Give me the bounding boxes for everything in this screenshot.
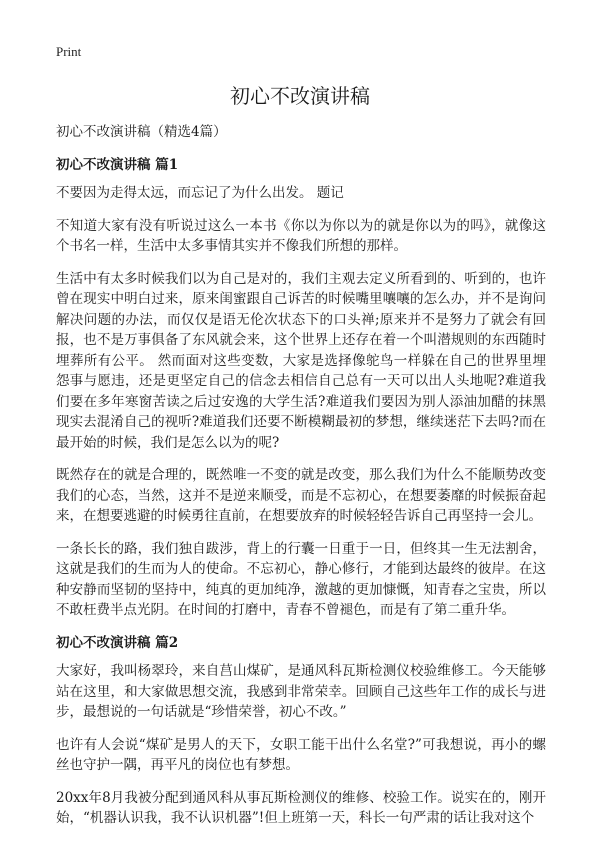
print-link[interactable]: Print — [56, 44, 82, 59]
paragraph: 大家好，我叫杨翠玲，来自莒山煤矿，是通风科瓦斯检测仪校验维修工。今天能够站在这里，和大家做思想交流，我感到非常荣幸。回顾自己这些年工作的成长与进步，最想说的一句话就是“珍惜荣誉，初心不改。” — [56, 663, 546, 720]
paragraph: 不知道大家有没有听说过这么一本书《你以为你以为的就是你以为的吗》，就像这个书名一样，生活中太多事情其实并不像我们所想的那样。 — [56, 217, 546, 254]
paragraph: 也许有人会说“煤矿是男人的天下，女职工能干出什么名堂?”可我想说，再小的螺丝也守护一隅，再平凡的岗位也有梦想。 — [56, 736, 546, 773]
paragraph: 20xx年8月我被分配到通风科从事瓦斯检测仪的维修、校验工作。说实在的，刚开始，“机器认识我，我不认识机器”!但上班第一天，科长一句严肃的话让我对这个 — [56, 789, 546, 826]
paragraph: 既然存在的就是合理的，既然唯一不变的就是改变，那么我们为什么不能顺势改变我们的心态，当然，这并不是逆来顺受，而是不忘初心，在想要萎靡的时候振奋起来，在想要逃避的时候勇往直前，在想要放弃的时候轻轻告诉自己再坚持一会儿。 — [56, 467, 546, 524]
paragraph: 生活中有太多时候我们以为自己是对的，我们主观去定义所看到的、听到的，也许曾在现实中明白过来，原来闺蜜跟自己诉苦的时候嘴里嚷嚷的怎么办，并不是询问解决问题的办法，而仅仅是语无伦次状态下的口头禅;原来并不是努力了就会有回报，也不是万事俱备了东风就会来，这个世界上还存在着一个叫潜规则的东西随时埋葬所有公平。 然而面对这些变数，大家是选择像鸵鸟一样躲在自己的世界里埋怨事与愿违，还是更坚定自己的信念去相信自己总有一天可以出人头地呢?难道我们要在多年寒窗苦读之后过安逸的大学生活?难道我们要因为别人添油加醋的抹黑现实去混淆自己的视听?难道我们还要不断模糊最初的梦想，继续迷茫下去吗?而在最开始的时候，我们是怎么以为的呢? — [56, 270, 546, 451]
section-heading-2: 初心不改演讲稿 篇2 — [56, 634, 179, 651]
document-subtitle: 初心不改演讲稿（精选4篇） — [56, 124, 227, 140]
paragraph: 不要因为走得太远，而忘记了为什么出发。 题记 — [56, 185, 344, 201]
document-body — [56, 122, 546, 841]
paragraph: 一条长长的路，我们独自跋涉，背上的行囊一日重于一日，但终其一生无法割舍，这就是我们的生而为人的使命。不忘初心，静心修行，才能到达最终的彼岸。在这种安静而坚韧的坚持中，纯真的更加纯净，激越的更加慷慨，知青春之宝贵，所以不敢枉费半点光阴。在时间的打磨中，青春不曾褪色，而是有了第二重升华。 — [56, 540, 546, 618]
section-heading-1: 初心不改演讲稿 篇1 — [56, 156, 179, 173]
document-title: 初心不改演讲稿 — [230, 84, 370, 108]
